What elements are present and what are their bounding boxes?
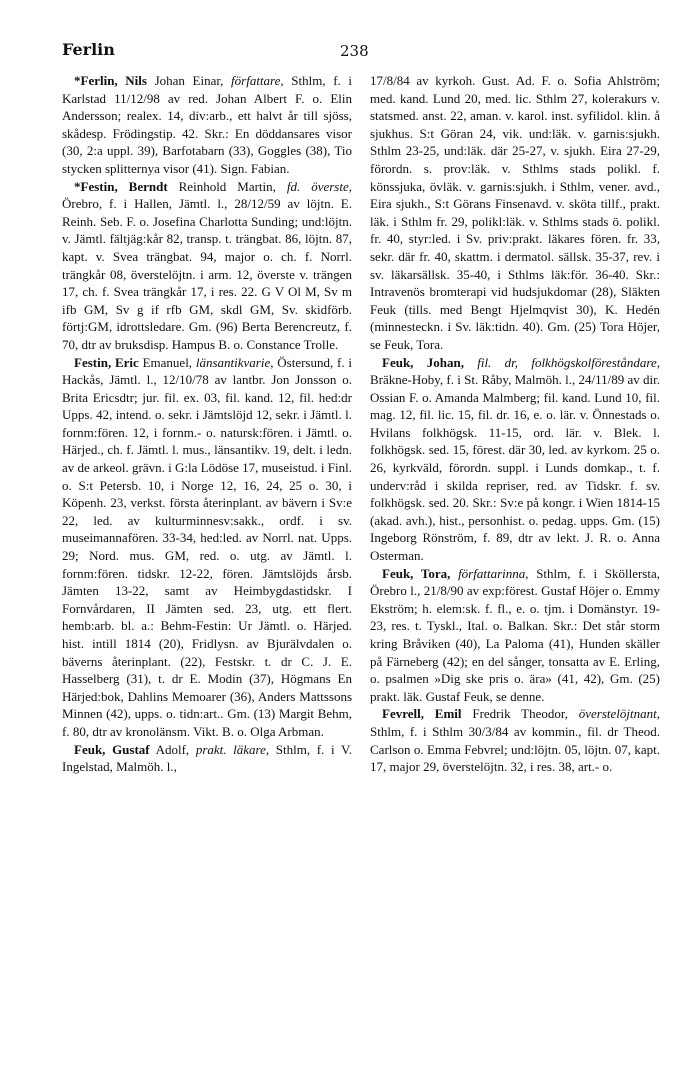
entry-text: , Sthlm, f. i V. Ingelstad, Malmöh. l.,: [62, 741, 352, 775]
entry-name: Festin, Eric: [74, 354, 139, 370]
biography-entry: [370, 565, 660, 706]
entry-name: Feuk, Johan,: [382, 354, 464, 370]
entry-text: , Bräkne-Hoby, f. i St. Råby, Malmöh. l., 24/11/89 av dir. Ossian F. o. Amanda Malmberg; fil. kand. Lund 10, fil. mag. 12, fil. lic. 15, fil. dr. 16, e. o. lär. v. Önnestads o. Hvilans folkhögsk. 11-15, ord. lär. v. Blek. l. folkhögsk. sed. 15, förest. där 30, led. av kyrkom. 25 o. 26, kyrkväld, förordn. suppl. i Lunds domkap., t. f. underv:råd i skilda repriser, red. av Tidskr. f. sv. folkhögsk. sed. 20. Skr.: Sv:e på kongr. i Wien 1814-15 (akad. avh.), hist., personhist. o. pedag. upps. Gm. (15) Ingeborg Rönström, f. 89, dtr av lekt. J. R. o. Anna Osterman.: [370, 354, 660, 564]
right-column: [370, 72, 660, 776]
entry-text: , Östersund, f. i Hackås, Jämtl. l., 12/10/78 av lantbr. Jon Jonsson o. Brita Ericsdtr; jur. fil. ex. 03, fil. kand. 12, fil. hed:dr Upps. 42, intend. o. sekr. i Jämtslöjd 12, sekr. i Jämtl. l. fornm:fören. 12, i fornm.- o. natursk:fören. i Jämtl. o. Härjed., ch. f. Jämtl. l. mus., länsantikv. 19, delt. i ledn. av de arkeol. grävn. i G:la Lödöse 17, museistud. i Finl. o. S:t Petersb. 10, i Norge 12, 16, 24, 25 o. 30, i Köpenh. 23, verkst. första återinplant. av bävern i Sv:e 22, led. av kulturminnesv:sakk., ordf. i sv. museimannafören. 33-34, hed:led. av Norrl. nat. Upps. 29; Nord. mus. GM, red. o. utg. av Jämtl. l. fornm:fören. tidskr. 12-22, fören. Jämtslöjds årsb. Jämten 13-22, samt av Heimbygdastidskr. I Fornvårdaren, II Jämten sed. 23, utg. ett flert. hemb:arb. bl. a.: Behm-Festin: Ur Jämtl. o. Härjed. hist. intill 1814 (20), Fridlysn. av Bjurälvdalen o. bäverns återinplant. (22), Festskr. t. dr C. J. E. Hasselberg (31), t. dr E. Modin (37), Högmans En Härjed:bok, Dahlins Memoarer (36), Anders Mattssons Minnen (42), upps. o. tidn:art.. Gm. (13) Margit Behm, f. 80, dtr av kronolänsm. Vikt. B. o. Olga Arbman.: [62, 354, 352, 739]
entry-name: Feuk, Gustaf: [74, 741, 150, 757]
biography-entry: [62, 178, 352, 354]
biography-entry: [62, 72, 352, 178]
entry-text: , Örebro, f. i Hallen, Jämtl. l., 28/12/59 av löjtn. E. Reinh. Seb. F. o. Josefina Charlotta Sunding; und:löjtn. v. Jämtl. fältjäg:kår 82, transp. t. trängbat. 86, löjtn. 87, kapt. v. Svea trängbat. 94, major o. ch. f. Norrl. trängkår 08, överstelöjtn. i arm. 12, överste v. trängen 17, ch. f. Svea trängkår 17, i res. 22. G V Ol M, Sv m ifb GM, Sv g if rfb GM, skdl GM, Sv. skidförb. förtj:GM, idrottsledare. Gm. (96) Berta Berencreutz, f. 70, dtr av bruksdisp. Hampus B. o. Constance Trolle.: [62, 178, 352, 352]
entry-occupation: länsantikvarie: [195, 354, 271, 370]
entry-given-names: [450, 566, 458, 581]
entry-occupation: fil. dr, folkhögskolföreståndare: [477, 354, 657, 370]
biography-entry: [62, 354, 352, 741]
entry-text: , Sthlm, f. i Sthlm 30/3/84 av kommin., fil. dr Theod. Carlson o. Emma Febvrel; und:löjtn. 05, löjtn. 07, kapt. 17, major 29, överstelöjtn. 32, i res. 38, art.- o.: [370, 706, 660, 775]
entry-occupation: överstelöjtnant: [578, 706, 657, 722]
entry-name: Fevrell, Emil: [382, 706, 462, 722]
entry-given-names: Fredrik Theodor,: [461, 706, 579, 722]
running-head: Ferlin: [62, 40, 115, 59]
biography-entry: [62, 741, 352, 776]
entry-text: 17/8/84 av kyrkoh. Gust. Ad. F. o. Sofia Ahlström; med. kand. Lund 20, med. lic. Sthlm 27, kolerakurs v. statsmed. anst. 22, aman. v. karol. inst. syfilidol. klin. å sjukhus. S:t Göran 24, vik. und:läk. v. garnis:sjukh. Sthlm 23-25, und:läk. där 25-27, v. sjukh. Eira 27-29, förordn. s. prov:läk. v. Sthlms stads polikl. f. könssjuka, övläk. v. garnis:sjukh. i Sthlm, vener. avd., Eira sjukh., S:t Görans Finsenavd. v. sköta tillf., prakt. läk. i Sthlm fr. 29, polikl:läk. v. Sthlms stads ö. polikl. fr. 40, styr:led. i Sv. priv:prakt. läkares fören. fr. 33, sekr. där fr. 40, skattm. i dermatol. sällsk. 35-37, rev. i sv. läkarsällsk. 35-40, i Sthlms läk:för. 36-40. Skr.: Intravenös bromterapi vid hudsjukdomar (28), Släkten Feuk (tills. med Bengt Hjelmqvist 30), K. Hedén (minnesteckn. i Sv. läk:tidn. 40). Gm. (25) Tora Höjer, se Feuk, Tora.: [370, 73, 660, 352]
page-header: [62, 40, 634, 64]
left-column: [62, 72, 352, 776]
entry-occupation: prakt. läkare: [195, 741, 266, 757]
page-number: 238: [340, 42, 369, 60]
entry-name: *Ferlin, Nils: [74, 73, 147, 88]
entry-given-names: Reinhold Martin,: [167, 178, 287, 194]
entry-occupation: författare: [231, 73, 281, 88]
entry-text: , Sthlm, f. i Karlstad 11/12/98 av red. Johan Albert F. o. Elin Andersson; realex. 14, div:arb., ett halvt år till sjöss, skådesp. Frödingstip. 42. Skr.: En döddansares visor (30, 2:a uppl. 39), Barfotabarn (33), Goggles (38), Tio stycken splitternya visor (41). Sign. Fabian.: [62, 73, 353, 176]
biography-entry: [370, 354, 660, 565]
entry-occupation: författarinna: [458, 565, 526, 581]
entry-occupation: fd. överste: [286, 178, 349, 194]
entry-given-names: Johan Einar,: [146, 73, 232, 88]
entry-name: Feuk, Tora,: [382, 565, 451, 581]
entry-name: *Festin, Berndt: [74, 178, 168, 194]
entry-given-names: [464, 355, 477, 370]
biography-entry-continued: [370, 72, 660, 354]
entry-text: , Sthlm, f. i Sköllersta, Örebro l., 21/8/90 av exp:förest. Gustaf Höjer o. Emmy Ekström; h. elem:sk. f. fl., e. o. tjm. i Domänstyr. 19-23, res. t. Tyskl., Ital. o. Balkan. Skr.: Det står storm kring Bråviken (40), La Paloma (41), Hunden skäller på Färneberg (42); en del sånger, tonsatta av E. Erling, o. psalmen »Dig ske pris o. ära» (41, 42), Gm. (25) prakt. läk. Gustaf Feuk, se denne.: [370, 565, 660, 704]
entry-given-names: Emanuel,: [138, 354, 196, 370]
biography-entry: [370, 705, 660, 775]
entry-given-names: Adolf,: [149, 741, 196, 757]
